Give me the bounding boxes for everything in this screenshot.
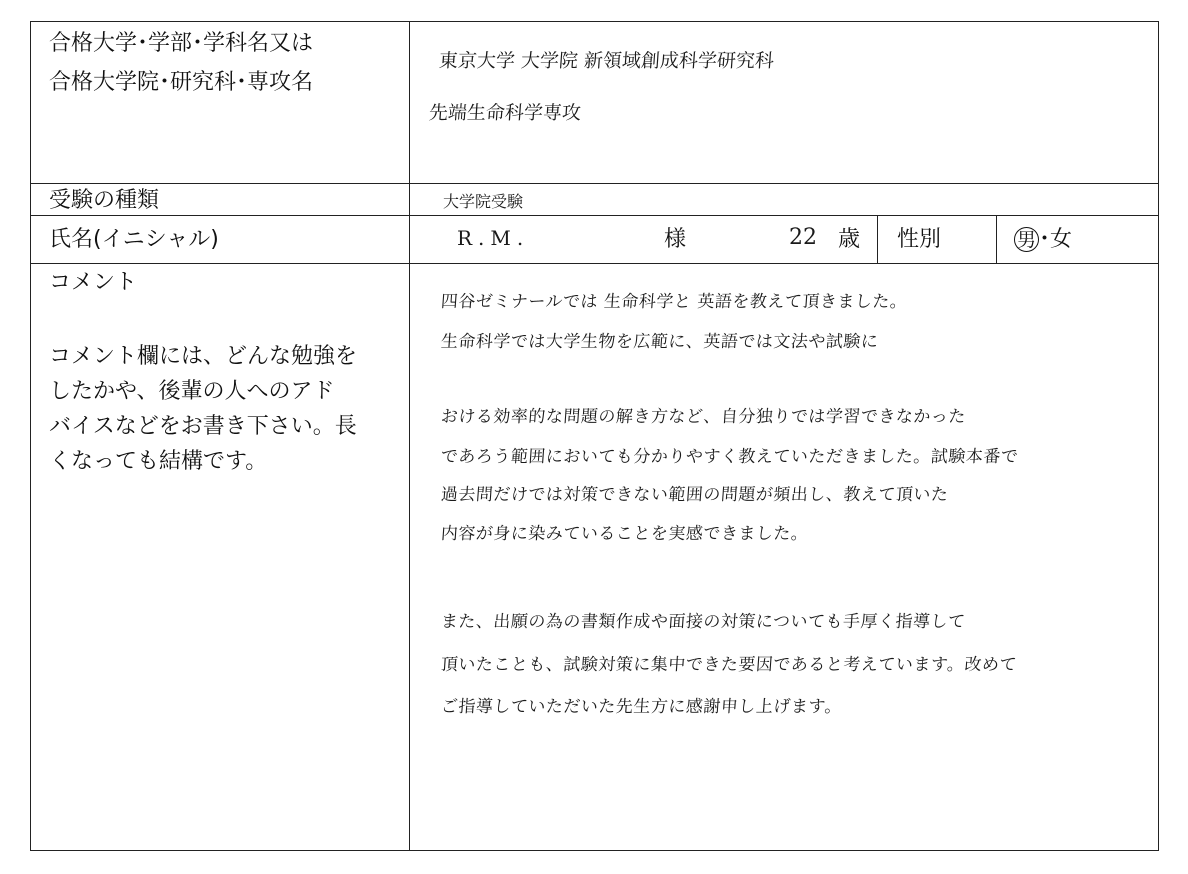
university-label: 合格大学･学部･学科名又は [49,31,314,56]
comment-line: ご指導していただいた先生方に感謝申し上げます。 [440,697,843,717]
column-divider [877,215,878,263]
age-value: 22 [789,225,817,250]
comment-line: であろう範囲においても分かりやすく教えていただきました。試験本番で [440,447,1020,467]
exam-type-value: 大学院受験 [443,192,524,211]
gender-other: 女 [1050,227,1073,252]
result-form [30,21,1159,851]
age-unit: 歳 [838,227,861,252]
university-label-alt: 合格大学院･研究科･専攻名 [49,70,314,95]
university-value: 東京大学 大学院 新領域創成科学研究科 [438,50,775,72]
department-value: 先端生命科学専攻 [428,102,582,124]
gender-separator: ･ [1039,227,1051,252]
column-divider [409,22,410,851]
comment-line: 生命科学では大学生物を広範に、英語では文法や試験に [440,332,880,352]
comment-instruction: コメント欄には、どんな勉強を [49,344,358,369]
comment-label: コメント [49,270,138,295]
gender-label: 性別 [897,227,942,252]
comment-instruction: バイスなどをお書き下さい。長 [49,414,357,439]
exam-type-label: 受験の種類 [49,188,160,213]
comment-line: 四谷ゼミナールでは 生命科学と 英語を教えて頂きました。 [440,292,908,312]
comment-line: おける効率的な問題の解き方など、自分独りでは学習できなかった [440,407,967,427]
comment-line: 内容が身に染みていることを実感できました。 [440,524,810,544]
gender-options [1017,225,1072,255]
comment-line: 頂いたことも、試験対策に集中できた要因であると考えています。改めて [440,655,1018,675]
row-divider [31,183,1158,184]
honorific: 様 [664,227,687,252]
name-label: 氏名(イニシャル) [49,227,219,252]
column-divider [996,215,997,263]
name-value: R.M. [457,226,530,250]
comment-line: 過去問だけでは対策できない範囲の問題が頻出し、教えて頂いた [440,485,950,505]
comment-instruction: したかや、後輩の人へのアド [49,379,335,404]
comment-line: また、出願の為の書類作成や面接の対策についても手厚く指導して [440,612,967,632]
comment-instruction: くなっても結構です。 [49,449,268,474]
row-divider [31,263,1158,264]
row-divider [31,215,1158,216]
gender-selected-mark: 男 [1014,227,1039,252]
